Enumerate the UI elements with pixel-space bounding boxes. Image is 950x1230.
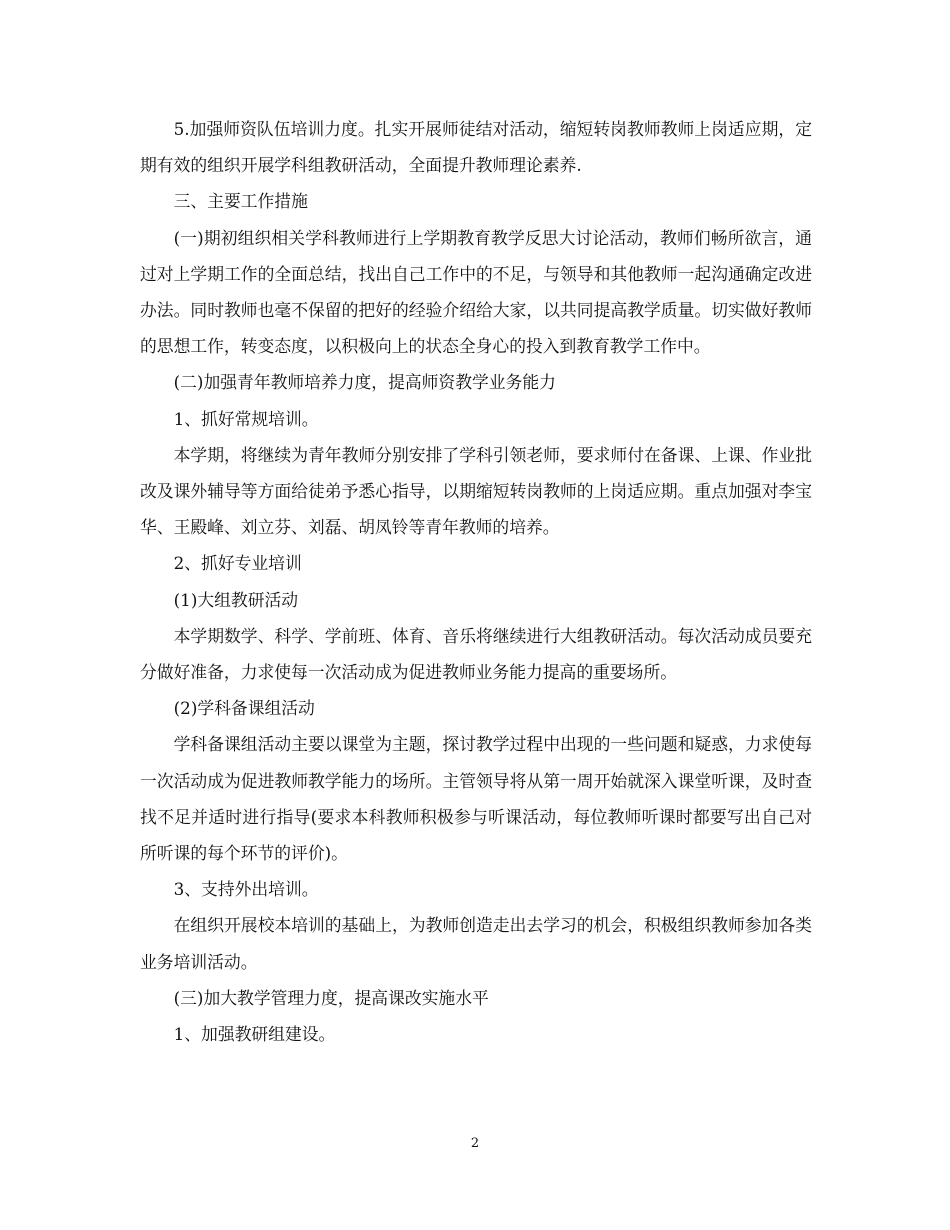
paragraph-external-training: 在组织开展校本培训的基础上，为教师创造走出去学习的机会，积极组织教师参加各类业务培训活动。 bbox=[140, 915, 812, 972]
paragraph-reflection-discussion: (一)期初组织相关学科教师进行上学期教育教学反思大讨论活动，教师们畅所欲言，通过对上学期工作的全面总结，找出自己工作中的不足，与领导和其他教师一起沟通确定改进办法。同时教师也毫不保留的把好的经验介绍给大家，以共同提高教学质量。切实做好教师的思想工作，转变态度，以积极向上的状态全身心的投入到教育教学工作中。 bbox=[140, 227, 812, 357]
paragraph-teacher-training-strength: 5.加强师资队伍培训力度。扎实开展师徒结对活动，缩短转岗教师教师上岗适应期，定期有效的组织开展学科组教研活动，全面提升教师理论素养. bbox=[140, 119, 812, 176]
paragraph-mentor-arrangement: 本学期，将继续为青年教师分别安排了学科引领老师，要求师付在备课、上课、作业批改及课外辅导等方面给徒弟予悉心指导，以期缩短转岗教师的上岗适应期。重点加强对李宝华、王殿峰、刘立芬、刘磊、胡凤铃等青年教师的培养。 bbox=[140, 444, 812, 538]
paragraph-lesson-prep-activity: 学科备课组活动主要以课堂为主题，探讨教学过程中出现的一些问题和疑惑，力求使每一次活动成为促进教师教学能力的场所。主管领导将从第一周开始就深入课堂听课，及时查找不足并适时进行指导(要求本科教师积极参与听课活动，每位教师听课时都要写出自己对所听课的每个环节的评价)。 bbox=[140, 734, 812, 864]
heading-external-training: 3、支持外出培训。 bbox=[173, 879, 319, 900]
page-number: 2 bbox=[470, 1136, 480, 1151]
heading-lesson-prep-group: (2)学科备课组活动 bbox=[173, 698, 315, 719]
heading-group-research: (1)大组教研活动 bbox=[173, 589, 299, 610]
heading-main-measures: 三、主要工作措施 bbox=[173, 191, 308, 212]
heading-research-group-building: 1、加强教研组建设。 bbox=[173, 1024, 336, 1045]
heading-young-teacher-cultivation: (二)加强青年教师培养力度，提高师资教学业务能力 bbox=[173, 372, 556, 393]
paragraph-group-research-activity: 本学期数学、科学、学前班、体育、音乐将继续进行大组教研活动。每次活动成员要充分做好准备，力求使每一次活动成为促进教师业务能力提高的重要场所。 bbox=[140, 625, 812, 683]
document-body bbox=[140, 111, 812, 1052]
heading-routine-training: 1、抓好常规培训。 bbox=[173, 408, 319, 429]
heading-professional-training: 2、抓好专业培训 bbox=[173, 553, 302, 574]
heading-teaching-management: (三)加大教学管理力度，提高课改实施水平 bbox=[173, 987, 489, 1008]
